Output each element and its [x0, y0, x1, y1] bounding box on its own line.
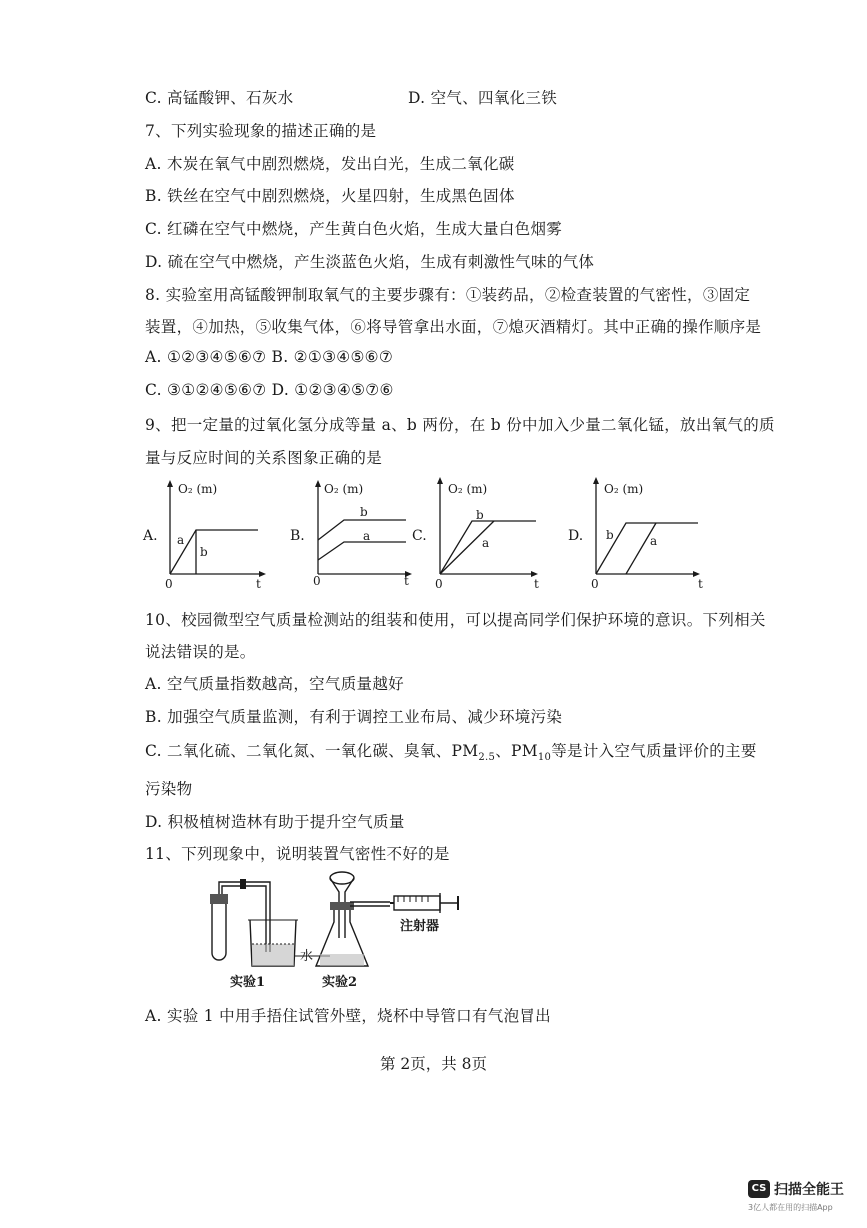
graph-a-xlabel: t: [256, 577, 261, 591]
graph-a-origin: 0: [165, 577, 173, 591]
q10-option-c-pre: C. 二氧化硫、二氧化氮、一氧化碳、臭氧、PM: [145, 742, 479, 760]
graph-b-ylabel: O₂ (m): [324, 482, 364, 496]
q10-option-c-line2: 污染物: [145, 780, 193, 798]
label-syringe: 注射器: [400, 919, 440, 934]
q11-stem: 11、下列现象中，说明装置气密性不好的是: [145, 845, 450, 863]
q11-option-a: A. 实验 1 中用手捂住试管外壁，烧杯中导管口有气泡冒出: [145, 1007, 551, 1025]
label-experiment-2: 实验2: [322, 975, 358, 990]
graph-d-series-a: a: [650, 534, 658, 548]
graph-d-option: D.: [568, 528, 584, 544]
scanner-logo-icon: CS: [748, 1180, 770, 1198]
graph-d: [586, 475, 711, 594]
q7-stem: 7、下列实验现象的描述正确的是: [145, 122, 377, 140]
graph-c-origin: 0: [435, 577, 443, 591]
graph-d-series-b: b: [606, 528, 614, 542]
q10-option-c-post: 等是计入空气质量评价的主要: [551, 742, 757, 760]
graph-a-ylabel: O₂ (m): [178, 482, 218, 496]
q8-stem-line2: 装置，④加热，⑤收集气体，⑥将导管拿出水面，⑦熄灭酒精灯。其中正确的操作顺序是: [145, 318, 762, 336]
scanner-app-name: 扫描全能王: [774, 1181, 844, 1198]
page-footer: 第 2页，共 8页: [379, 1055, 488, 1073]
graph-b: [308, 478, 423, 594]
q7-option-c: C. 红磷在空气中燃烧，产生黄白色火焰，生成大量白色烟雾: [145, 220, 563, 238]
graph-b-xlabel: t: [404, 574, 409, 588]
graph-c-series-b: b: [476, 508, 484, 522]
label-water: 水: [300, 949, 314, 964]
scanner-watermark: [748, 1178, 844, 1212]
graph-a: [160, 478, 275, 594]
q8-options-ab: A. ①②③④⑤⑥⑦ B. ②①③④⑤⑥⑦: [145, 348, 394, 366]
graph-c: [430, 475, 548, 594]
graph-a-option: A.: [143, 528, 158, 544]
q7-option-b: B. 铁丝在空气中剧烈燃烧，火星四射，生成黑色固体: [145, 187, 515, 205]
graph-c-option: C.: [412, 528, 427, 544]
q10-option-c-sub1: 2.5: [478, 752, 496, 763]
q10-option-a: A. 空气质量指数越高，空气质量越好: [145, 675, 404, 693]
graph-b-series-a: a: [363, 529, 371, 543]
q7-option-d: D. 硫在空气中燃烧，产生淡蓝色火焰，生成有刺激性气味的气体: [145, 253, 595, 271]
graph-c-xlabel: t: [534, 577, 539, 591]
q10-option-c: [145, 739, 757, 763]
q6-option-c: C. 高锰酸钾、石灰水: [145, 89, 294, 107]
q9-stem-line1: 9、把一定量的过氧化氢分成等量 a、b 两份，在 b 份中加入少量二氧化锰，放出氧气的质: [145, 416, 775, 434]
q10-option-b: B. 加强空气质量监测，有利于调控工业布局、减少环境污染: [145, 708, 563, 726]
graph-a-series-b: b: [200, 545, 208, 559]
graph-b-series-b: b: [360, 505, 368, 519]
graph-c-series-a: a: [482, 536, 490, 550]
graph-b-option: B.: [290, 528, 305, 544]
q10-option-c-sub2: 10: [537, 752, 552, 763]
q10-stem-line2: 说法错误的是。: [145, 643, 256, 661]
q6-option-d: D. 空气、四氧化三铁: [408, 89, 558, 107]
graph-d-xlabel: t: [698, 577, 703, 591]
graph-d-origin: 0: [591, 577, 599, 591]
q10-option-c-mid: 、PM: [495, 742, 538, 760]
q9-stem-line2: 量与反应时间的关系图象正确的是: [145, 449, 383, 467]
scanner-tagline: 3亿人都在用的扫描App: [748, 1203, 833, 1212]
graph-a-series-a: a: [177, 533, 185, 547]
graph-b-origin: 0: [313, 574, 321, 588]
experiment-apparatus-figure: [200, 868, 480, 993]
q10-stem-line1: 10、校园微型空气质量检测站的组装和使用，可以提高同学们保护环境的意识。下列相关: [145, 611, 766, 629]
label-experiment-1: 实验1: [230, 975, 266, 990]
q10-option-d: D. 积极植树造林有助于提升空气质量: [145, 813, 405, 831]
graph-d-ylabel: O₂ (m): [604, 482, 644, 496]
q7-option-a: A. 木炭在氧气中剧烈燃烧，发出白光，生成二氧化碳: [145, 155, 515, 173]
graph-c-ylabel: O₂ (m): [448, 482, 488, 496]
q8-stem-line1: 8. 实验室用高锰酸钾制取氧气的主要步骤有：①装药品，②检查装置的气密性，③固定: [145, 286, 751, 304]
q8-options-cd: C. ③①②④⑤⑥⑦ D. ①②③④⑤⑦⑥: [145, 381, 394, 399]
